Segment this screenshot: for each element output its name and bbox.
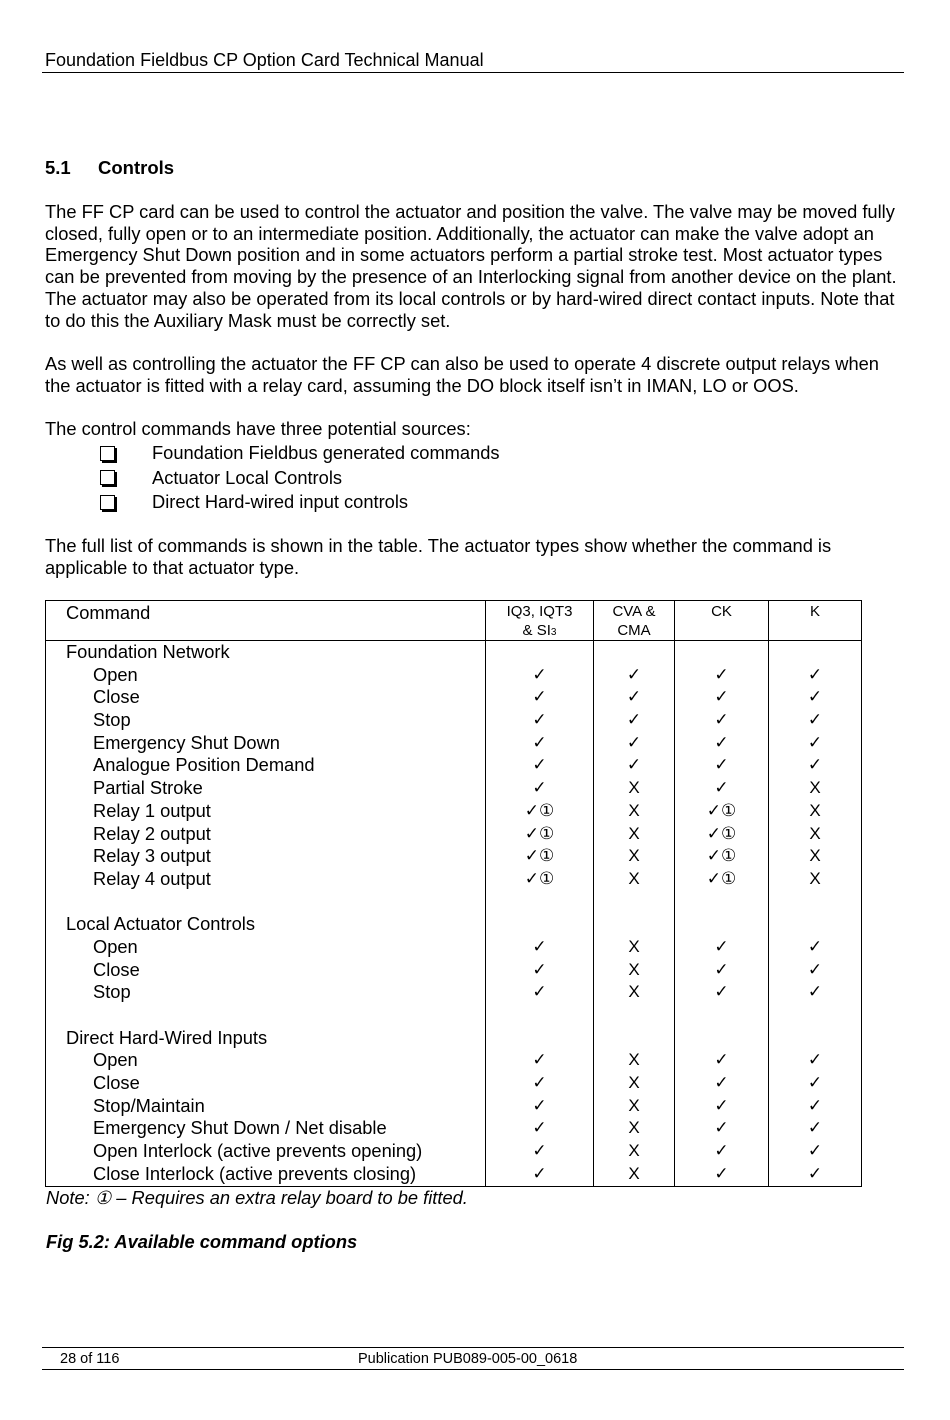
command-label: Relay 2 output	[46, 823, 486, 846]
command-label: Direct Hard-Wired Inputs	[46, 1027, 486, 1050]
cell-iq3: ✓	[486, 1117, 594, 1140]
cell-ck: ✓	[675, 981, 769, 1004]
cell-cva: X	[594, 959, 675, 982]
table-row	[46, 777, 861, 800]
command-label: Analogue Position Demand	[46, 754, 486, 777]
command-label: Close	[46, 686, 486, 709]
command-label	[46, 891, 486, 914]
cell-ck: ✓	[675, 959, 769, 982]
cell-ck: ✓①	[675, 823, 769, 846]
table-row	[46, 981, 861, 1004]
cell-iq3: ✓	[486, 686, 594, 709]
section-number: 5.1	[45, 157, 71, 178]
table-row	[46, 800, 861, 823]
page-number: 28 of 116	[60, 1351, 120, 1367]
cell-iq3	[486, 1027, 594, 1050]
cell-iq3: ✓	[486, 1095, 594, 1118]
section-title: Controls	[98, 157, 175, 178]
command-label	[46, 1004, 486, 1027]
list-item-text: Direct Hard-wired input controls	[152, 491, 409, 512]
cell-cva: X	[594, 800, 675, 823]
cell-cva: X	[594, 1163, 675, 1186]
paragraph-table-intro	[45, 535, 905, 578]
table-row	[46, 732, 861, 755]
cell-ck: ✓	[675, 709, 769, 732]
cell-k: ✓	[807, 1141, 823, 1161]
cell-cva	[594, 913, 675, 936]
cell-k: X	[809, 868, 821, 888]
cell-ck	[675, 641, 769, 664]
cell-iq3	[486, 1004, 594, 1027]
cell-ck: ✓①	[675, 868, 769, 891]
command-label: Stop/Maintain	[46, 1095, 486, 1118]
cell-k: X	[809, 823, 821, 843]
cell-k	[769, 641, 861, 664]
cell-iq3: ✓	[486, 732, 594, 755]
table-spacer-row	[46, 891, 861, 914]
cell-iq3	[486, 913, 594, 936]
cell-cva: ✓	[594, 754, 675, 777]
cell-iq3: ✓	[486, 754, 594, 777]
cell-cva: ✓	[594, 732, 675, 755]
section-heading	[45, 157, 174, 179]
cell-cva	[594, 1027, 675, 1050]
publication-id: Publication PUB089-005-00_0618	[358, 1351, 578, 1367]
table-row	[46, 1072, 861, 1095]
cell-iq3: ✓	[486, 1049, 594, 1072]
cell-k: ✓	[807, 1095, 823, 1115]
table-row	[46, 868, 861, 891]
paragraph-text: The full list of commands is shown in the table. The actuator types show whether the command is applicable to that actuator type.	[45, 535, 832, 578]
paragraph-text: The FF CP card can be used to control the actuator and position the valve. The valve may be moved fully closed, fully open or to an intermediate position. Additionally, the actuator can make the valve adopt an Emergency Shut Down position and in some actuators perform a partial stroke test. Most actuator types can be prevented from moving by the presence of an Interlocking signal from another device on the plant. The actuator may also be operated from its local controls or by hard-wired direct contact inputs. Note that to do this the Auxiliary Mask must be correctly set.	[45, 201, 897, 331]
cell-ck: ✓	[675, 1117, 769, 1140]
cell-iq3: ✓①	[486, 800, 594, 823]
paragraph-text: As well as controlling the actuator the FF CP can also be used to operate 4 discrete output relays when the actuator is fitted with a relay card, assuming the DO block itself isn’t in IMAN, LO or OOS.	[45, 353, 879, 396]
list-item	[100, 490, 500, 515]
commands-table	[45, 600, 862, 1187]
list-item	[100, 466, 500, 491]
cell-k: ✓	[807, 1118, 823, 1138]
table-row	[46, 1117, 861, 1140]
table-row	[46, 1095, 861, 1118]
table-row	[46, 1163, 861, 1186]
paragraph-sources	[45, 418, 905, 440]
command-label: Close	[46, 959, 486, 982]
cell-iq3: ✓	[486, 1140, 594, 1163]
paragraph-relays	[45, 353, 905, 396]
table-header-row	[46, 601, 861, 641]
cell-k: ✓	[807, 959, 823, 979]
checkbox-bullet-icon	[100, 470, 115, 485]
list-item-text: Foundation Fieldbus generated commands	[152, 442, 500, 463]
cell-ck	[675, 891, 769, 914]
cell-cva: X	[594, 868, 675, 891]
cell-ck: ✓	[675, 936, 769, 959]
cell-ck: ✓	[675, 1072, 769, 1095]
command-label: Relay 3 output	[46, 845, 486, 868]
cell-cva: X	[594, 981, 675, 1004]
cell-iq3: ✓	[486, 777, 594, 800]
cell-cva: X	[594, 1095, 675, 1118]
table-section-row	[46, 1027, 861, 1050]
paragraph-intro	[45, 201, 905, 331]
cell-ck: ✓	[675, 1095, 769, 1118]
header-rule	[42, 72, 904, 73]
table-section-row	[46, 913, 861, 936]
cell-ck: ✓	[675, 686, 769, 709]
paragraph-text: The control commands have three potential sources:	[45, 418, 471, 439]
cell-cva	[594, 891, 675, 914]
cell-ck	[675, 1027, 769, 1050]
cell-cva	[594, 1004, 675, 1027]
cell-k: ✓	[807, 755, 823, 775]
header-subscript: 3	[550, 627, 557, 638]
cell-ck: ✓	[675, 732, 769, 755]
cell-k	[769, 1004, 861, 1027]
header-iq3	[486, 601, 594, 640]
cell-iq3: ✓	[486, 936, 594, 959]
table-row	[46, 686, 861, 709]
cell-ck: ✓	[675, 777, 769, 800]
cell-ck: ✓	[675, 1140, 769, 1163]
cell-ck: ✓①	[675, 800, 769, 823]
command-label: Close	[46, 1072, 486, 1095]
checkbox-bullet-icon	[100, 446, 115, 461]
figure-caption: Fig 5.2: Available command options	[46, 1231, 358, 1252]
table-row	[46, 959, 861, 982]
table-section-row	[46, 641, 861, 664]
cell-k: X	[809, 846, 821, 866]
cell-iq3: ✓	[486, 959, 594, 982]
command-label: Stop	[46, 981, 486, 1004]
header-text: CMA	[617, 622, 651, 639]
cell-cva	[594, 641, 675, 664]
cell-iq3: ✓①	[486, 823, 594, 846]
cell-ck	[675, 1004, 769, 1027]
running-header: Foundation Fieldbus CP Option Card Technical Manual	[45, 50, 484, 70]
command-label: Relay 4 output	[46, 868, 486, 891]
cell-cva: X	[594, 845, 675, 868]
cell-ck: ✓	[675, 664, 769, 687]
cell-cva: ✓	[594, 709, 675, 732]
cell-k	[769, 913, 861, 936]
cell-k: ✓	[807, 710, 823, 730]
cell-ck: ✓	[675, 1049, 769, 1072]
table-row	[46, 664, 861, 687]
cell-k: ✓	[807, 982, 823, 1002]
cell-k: ✓	[807, 1073, 823, 1093]
cell-cva: X	[594, 823, 675, 846]
cell-iq3: ✓	[486, 981, 594, 1004]
table-row	[46, 1049, 861, 1072]
command-label: Open	[46, 936, 486, 959]
table-body	[46, 641, 861, 1186]
cell-iq3	[486, 641, 594, 664]
table-row	[46, 754, 861, 777]
cell-iq3: ✓	[486, 664, 594, 687]
table-row	[46, 1140, 861, 1163]
table-note: Note: ① – Requires an extra relay board to be fitted.	[46, 1187, 468, 1208]
command-label: Emergency Shut Down	[46, 732, 486, 755]
cell-ck	[675, 913, 769, 936]
cell-cva: X	[594, 777, 675, 800]
cell-iq3: ✓①	[486, 868, 594, 891]
command-label: Open Interlock (active prevents opening)	[46, 1140, 486, 1163]
checkbox-bullet-icon	[100, 495, 115, 510]
cell-cva: X	[594, 1049, 675, 1072]
cell-cva: X	[594, 1140, 675, 1163]
cell-cva: ✓	[594, 686, 675, 709]
list-item	[100, 441, 500, 466]
cell-ck: ✓①	[675, 845, 769, 868]
footer-rule-bottom	[42, 1369, 904, 1370]
command-label: Close Interlock (active prevents closing)	[46, 1163, 486, 1186]
command-label: Emergency Shut Down / Net disable	[46, 1117, 486, 1140]
command-label: Partial Stroke	[46, 777, 486, 800]
cell-k	[769, 891, 861, 914]
command-label: Open	[46, 664, 486, 687]
cell-iq3: ✓	[486, 709, 594, 732]
command-label: Foundation Network	[46, 641, 486, 664]
cell-iq3: ✓	[486, 1072, 594, 1095]
cell-k: ✓	[807, 1163, 823, 1183]
command-label: Local Actuator Controls	[46, 913, 486, 936]
cell-iq3: ✓	[486, 1163, 594, 1186]
header-ck: CK	[675, 601, 769, 640]
footer-rule-top	[42, 1347, 904, 1348]
cell-iq3: ✓①	[486, 845, 594, 868]
header-cva	[594, 601, 675, 640]
cell-ck: ✓	[675, 754, 769, 777]
command-label: Stop	[46, 709, 486, 732]
sources-list	[100, 441, 500, 515]
table-row	[46, 709, 861, 732]
command-label: Relay 1 output	[46, 800, 486, 823]
table-row	[46, 845, 861, 868]
cell-cva: ✓	[594, 664, 675, 687]
header-command: Command	[46, 601, 486, 640]
cell-k: ✓	[807, 1050, 823, 1070]
cell-ck: ✓	[675, 1163, 769, 1186]
cell-cva: X	[594, 1117, 675, 1140]
cell-cva: X	[594, 1072, 675, 1095]
table-spacer-row	[46, 1004, 861, 1027]
cell-k: X	[809, 778, 821, 798]
cell-k: ✓	[807, 936, 823, 956]
command-label: Open	[46, 1049, 486, 1072]
list-item-text: Actuator Local Controls	[152, 466, 343, 488]
header-text: & SI	[522, 622, 551, 639]
cell-iq3	[486, 891, 594, 914]
header-k: K	[809, 603, 820, 620]
table-row	[46, 823, 861, 846]
cell-k: ✓	[807, 687, 823, 707]
cell-k: ✓	[807, 664, 823, 684]
header-text: CVA &	[612, 603, 656, 620]
cell-k	[769, 1027, 861, 1050]
table-row	[46, 936, 861, 959]
cell-k: X	[809, 800, 821, 820]
cell-k: ✓	[807, 732, 823, 752]
header-text: IQ3, IQT3	[506, 603, 573, 620]
cell-cva: X	[594, 936, 675, 959]
